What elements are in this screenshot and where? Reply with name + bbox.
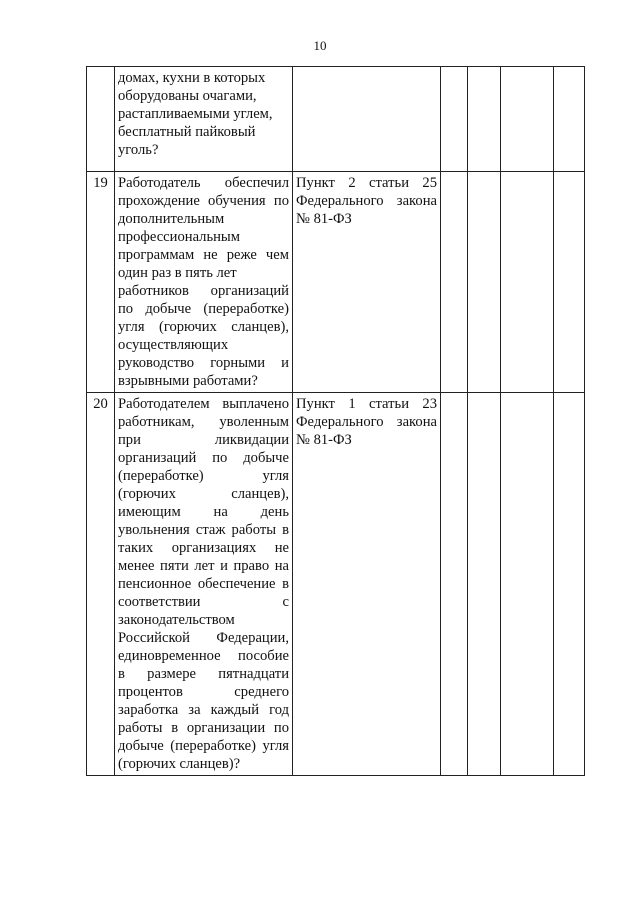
question-line: прохождение обучения по <box>118 193 289 209</box>
question-line: в размере пятнадцати <box>118 666 289 682</box>
question-line: Работодателем выплачено <box>118 396 289 412</box>
reference-line: Пункт 2 статьи 25 <box>296 175 437 191</box>
question-line: Российской Федерации, <box>118 630 289 646</box>
answer-no-cell <box>468 393 501 776</box>
question-line: законодательством <box>118 612 235 628</box>
question-line: добыче (переработке) угля <box>118 738 289 754</box>
question-line: (переработке) угля <box>118 468 289 484</box>
question-line: осуществляющих <box>118 337 229 353</box>
question-line: соответствии с <box>118 594 289 610</box>
table-row <box>87 67 585 172</box>
question-line: единовременное пособие <box>118 648 289 664</box>
reference-cell <box>293 172 441 393</box>
question-line: программам не реже чем <box>118 247 289 263</box>
question-line: процентов среднего <box>118 684 289 700</box>
page-number: 10 <box>313 38 327 53</box>
question-line: взрывными работами? <box>118 373 258 389</box>
question-line: (горючих сланцев)? <box>118 756 241 772</box>
row-number: 20 <box>87 393 115 776</box>
answer-na-cell <box>501 172 554 393</box>
answer-no-cell <box>468 172 501 393</box>
answer-yes-cell <box>441 67 468 172</box>
question-line: руководство горными и <box>118 355 289 371</box>
row-number <box>87 67 115 172</box>
question-line: профессиональным <box>118 229 240 245</box>
question-cell <box>115 67 293 172</box>
question-cell <box>115 172 293 393</box>
row-number: 19 <box>87 172 115 393</box>
question-line: по добыче (переработке) <box>118 301 289 317</box>
question-line: угля (горючих сланцев), <box>118 319 289 335</box>
reference-line: Федерального закона <box>296 414 437 430</box>
answer-yes-cell <box>441 172 468 393</box>
checklist-table <box>86 66 585 776</box>
reference-line: Пункт 1 статьи 23 <box>296 396 437 412</box>
question-line: менее пяти лет и право на <box>118 558 289 574</box>
question-line: Работодатель обеспечил <box>118 175 289 191</box>
question-line: таких организациях не <box>118 540 289 556</box>
question-cell <box>115 393 293 776</box>
answer-na-cell <box>501 67 554 172</box>
table-row <box>87 393 585 776</box>
reference-line: Федерального закона <box>296 193 437 209</box>
notes-cell <box>554 67 585 172</box>
question-line: домах, кухни в которых <box>118 70 266 86</box>
reference-cell <box>293 67 441 172</box>
notes-cell <box>554 172 585 393</box>
answer-yes-cell <box>441 393 468 776</box>
question-line: один раз в пять лет <box>118 265 237 281</box>
table-row <box>87 172 585 393</box>
notes-cell <box>554 393 585 776</box>
reference-cell <box>293 393 441 776</box>
reference-line: № 81-ФЗ <box>296 211 352 227</box>
question-line: пенсионное обеспечение в <box>118 576 289 592</box>
answer-na-cell <box>501 393 554 776</box>
question-line: бесплатный пайковый <box>118 124 256 140</box>
reference-line: № 81-ФЗ <box>296 432 352 448</box>
question-line: уголь? <box>118 142 159 158</box>
question-line: увольнения стаж работы в <box>118 522 289 538</box>
question-line: заработка за каждый год <box>118 702 289 718</box>
question-line: растапливаемыми углем, <box>118 106 273 122</box>
question-line: при ликвидации <box>118 432 289 448</box>
question-line: работникам, уволенным <box>118 414 289 430</box>
answer-no-cell <box>468 67 501 172</box>
question-line: дополнительным <box>118 211 225 227</box>
question-line: работников организаций <box>118 283 289 299</box>
question-line: организаций по добыче <box>118 450 289 466</box>
question-line: работы в организации по <box>118 720 289 736</box>
question-line: имеющим на день <box>118 504 289 520</box>
question-line: оборудованы очагами, <box>118 88 257 104</box>
question-line: (горючих сланцев), <box>118 486 289 502</box>
